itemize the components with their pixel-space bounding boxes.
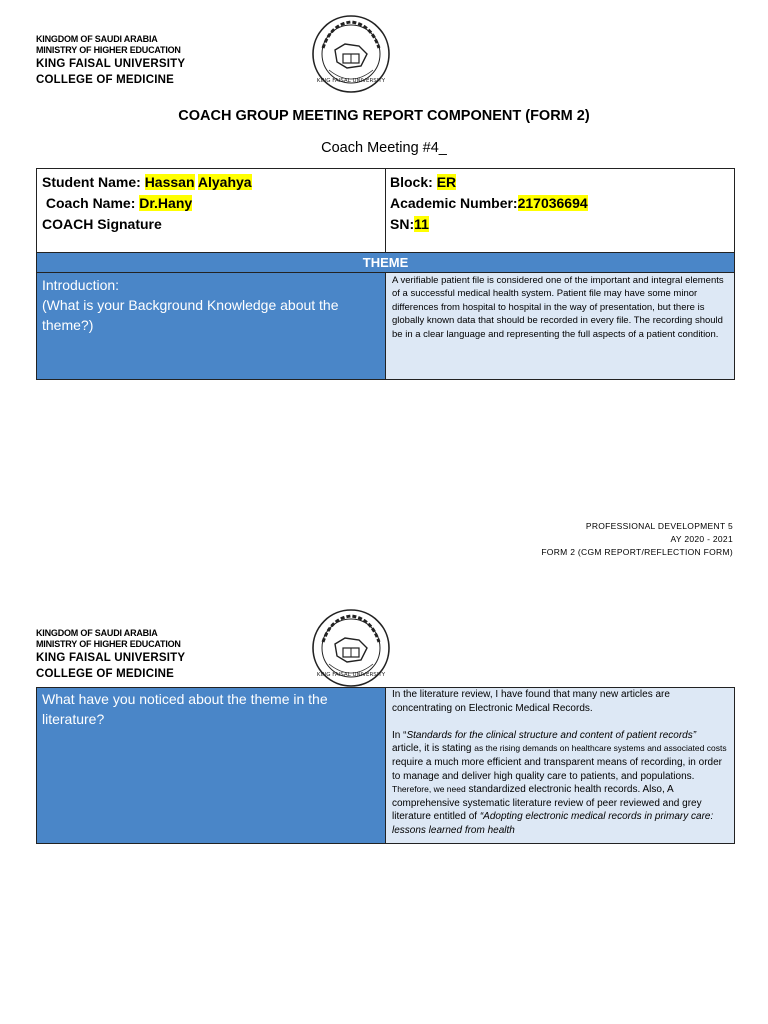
kingdom-line: KINGDOM OF SAUDI ARABIA: [36, 33, 158, 45]
student-info-table: [36, 168, 735, 380]
kingdom-line: KINGDOM OF SAUDI ARABIA: [36, 627, 158, 639]
theme-header: THEME: [37, 253, 734, 273]
meeting-title: Coach Meeting #4_: [321, 140, 447, 156]
academic-number-line: [390, 193, 734, 214]
student-name-label: Student Name:: [42, 174, 145, 190]
coach-name-value: Dr.Hany: [139, 195, 193, 211]
institution-header-page2: [36, 628, 185, 682]
literature-question: What have you noticed about the theme in the literature?: [42, 691, 328, 727]
seal-text: KING FAISAL UNIVERSITY: [316, 78, 386, 84]
university-seal-icon: [311, 608, 391, 688]
literature-table: [36, 687, 735, 844]
academic-number-value: 217036694: [517, 195, 588, 211]
info-left-cell: [37, 169, 386, 253]
student-last-name: Alyahya: [197, 174, 252, 190]
review-title: “Adopting electronic medical records in primary care: lessons learned from health: [392, 811, 714, 836]
p2-text: require a much more efficient and transparent means of recording, in order to manage and deliver high quality care to patients, and populations.: [392, 743, 730, 782]
sn-line: [390, 214, 734, 235]
academic-number-label: Academic Number:: [390, 195, 518, 211]
form-title: COACH GROUP MEETING REPORT COMPONENT (FORM 2): [178, 108, 590, 124]
student-name-line: [42, 172, 385, 193]
introduction-answer: A verifiable patient file is considered one of the important and integral elements of a successful medical health system. Patient file may have some minor differences from hospital to hospital in the way of presentation, but there is globally known data that should be recorded in every file. The recording should be in a clear language and representing the full aspects of a patient condition.: [386, 273, 734, 379]
literature-paragraph-1: In the literature review, I have found that many new articles are concentrating on Electronic Medical Records.: [392, 689, 670, 714]
institution-header: [36, 34, 185, 88]
college-line: COLLEGE OF MEDICINE: [36, 668, 174, 680]
university-line: KING FAISAL UNIVERSITY: [36, 58, 186, 70]
introduction-title: Introduction:: [42, 277, 120, 293]
sn-value: 11: [414, 216, 429, 232]
seal-text: KING FAISAL UNIVERSITY: [316, 672, 386, 678]
footer-year: AY 2020 - 2021: [670, 534, 733, 544]
student-first-name: Hassan: [144, 174, 195, 190]
coach-name-line: [42, 193, 385, 214]
ministry-line: MINISTRY OF HIGHER EDUCATION: [36, 638, 181, 650]
p2-text: standardized electronic health records. Also, A comprehensive systematic literature review of peer reviewed and grey literature entitled of: [392, 784, 705, 823]
block-line: [390, 172, 734, 193]
p2-text: Therefore, we need: [392, 784, 466, 795]
university-line: KING FAISAL UNIVERSITY: [36, 652, 186, 664]
block-value: ER: [436, 174, 457, 190]
literature-answer-cell: [386, 688, 734, 843]
p2-text: In “: [392, 729, 407, 741]
footer-course: PROFESSIONAL DEVELOPMENT 5: [585, 521, 733, 531]
info-row: [37, 169, 734, 253]
university-seal-icon: [311, 14, 391, 94]
info-right-cell: [386, 169, 734, 253]
introduction-question: (What is your Background Knowledge about the theme?): [42, 297, 339, 333]
block-label: Block:: [390, 174, 437, 190]
literature-paragraph-2: [392, 729, 728, 838]
college-line: COLLEGE OF MEDICINE: [36, 74, 174, 86]
coach-signature-label: COACH Signature: [42, 216, 162, 232]
coach-name-label: Coach Name:: [42, 195, 140, 211]
footer-form: FORM 2 (CGM REPORT/REFLECTION FORM): [541, 547, 733, 557]
ministry-line: MINISTRY OF HIGHER EDUCATION: [36, 44, 181, 56]
introduction-cell: [37, 273, 386, 379]
literature-question-cell: [37, 688, 386, 843]
p2-text: article, it is stating: [392, 729, 699, 755]
sn-label: SN:: [390, 216, 415, 232]
page-footer: [541, 520, 733, 559]
p2-text: and: [644, 743, 664, 754]
article-title: Standards for the clinical structure and content of patient records”: [406, 729, 697, 741]
p2-text: associated costs: [663, 743, 727, 754]
p2-text: as the rising demands on healthcare systems: [474, 743, 645, 754]
